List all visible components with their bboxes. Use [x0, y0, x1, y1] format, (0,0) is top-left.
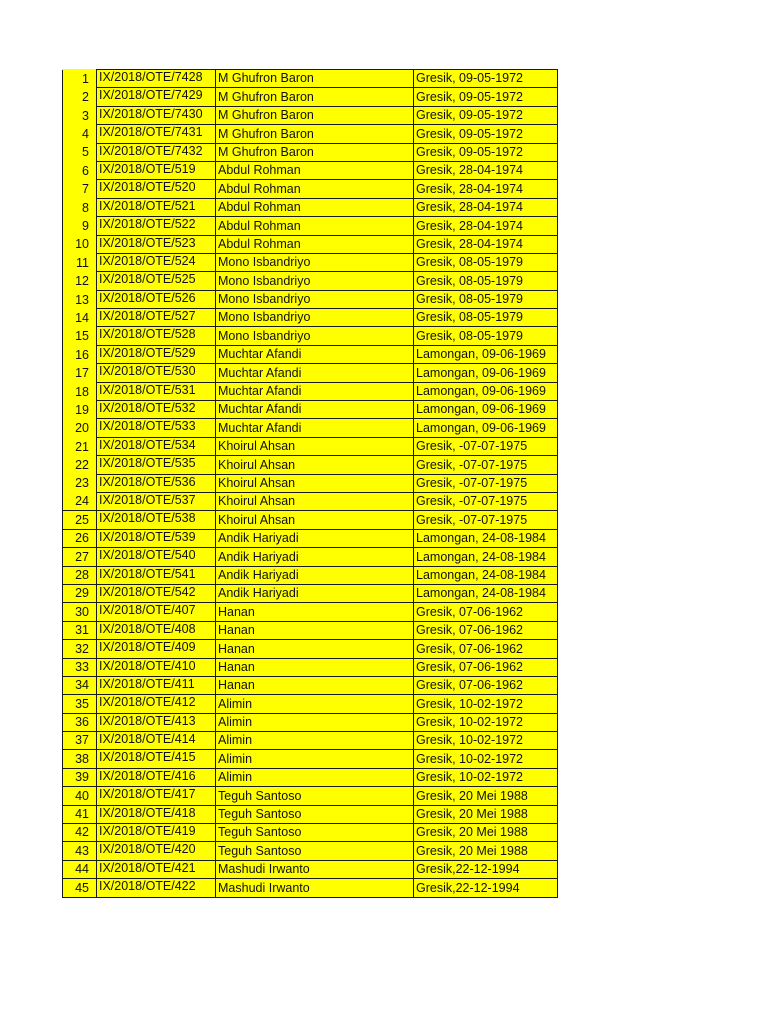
registration-code-cell[interactable]: IX/2018/OTE/536 [97, 474, 216, 492]
row-number-cell[interactable]: 35 [63, 695, 97, 713]
name-cell[interactable]: Muchtar Afandi [216, 364, 414, 382]
registration-code-cell[interactable]: IX/2018/OTE/7428 [97, 70, 216, 88]
name-cell[interactable]: Muchtar Afandi [216, 419, 414, 437]
table-row [63, 584, 558, 602]
registration-code-cell[interactable]: IX/2018/OTE/525 [97, 272, 216, 290]
name-cell[interactable]: Abdul Rohman [216, 198, 414, 216]
table-row [63, 161, 558, 179]
table-row [63, 474, 558, 492]
birth-place-date-cell[interactable]: Gresik, 09-05-1972 [414, 70, 558, 88]
birth-place-date-cell[interactable]: Lamongan, 24-08-1984 [414, 566, 558, 584]
name-cell[interactable]: Mashudi Irwanto [216, 860, 414, 878]
name-cell[interactable]: Mono Isbandriyo [216, 309, 414, 327]
birth-place-date-cell[interactable]: Gresik, 09-05-1972 [414, 143, 558, 161]
name-cell[interactable]: Muchtar Afandi [216, 345, 414, 363]
name-cell[interactable]: Hanan [216, 676, 414, 694]
registration-code-cell[interactable]: IX/2018/OTE/7432 [97, 143, 216, 161]
registration-code-cell[interactable]: IX/2018/OTE/538 [97, 511, 216, 529]
name-cell[interactable]: Alimin [216, 713, 414, 731]
name-cell[interactable]: Khoirul Ahsan [216, 456, 414, 474]
table-row [63, 805, 558, 823]
table-row [63, 860, 558, 878]
table-row [63, 309, 558, 327]
row-number-cell[interactable]: 24 [63, 492, 97, 510]
registration-code-cell[interactable]: IX/2018/OTE/520 [97, 180, 216, 198]
data-table [62, 69, 558, 898]
registration-code-cell[interactable]: IX/2018/OTE/412 [97, 695, 216, 713]
row-number-cell[interactable]: 26 [63, 529, 97, 547]
birth-place-date-cell[interactable]: Gresik, -07-07-1975 [414, 437, 558, 455]
registration-code-cell[interactable]: IX/2018/OTE/540 [97, 548, 216, 566]
birth-place-date-cell[interactable]: Gresik, 10-02-1972 [414, 750, 558, 768]
table-row [63, 732, 558, 750]
row-number-cell[interactable]: 13 [63, 290, 97, 308]
table-row [63, 272, 558, 290]
row-number-cell[interactable]: 34 [63, 676, 97, 694]
table-row [63, 787, 558, 805]
birth-place-date-cell[interactable]: Gresik, 07-06-1962 [414, 658, 558, 676]
birth-place-date-cell[interactable]: Lamongan, 24-08-1984 [414, 584, 558, 602]
row-number-cell[interactable]: 40 [63, 787, 97, 805]
birth-place-date-cell[interactable]: Gresik, 10-02-1972 [414, 768, 558, 786]
table-row [63, 529, 558, 547]
table-row [63, 125, 558, 143]
registration-code-cell[interactable]: IX/2018/OTE/417 [97, 787, 216, 805]
name-cell[interactable]: Abdul Rohman [216, 161, 414, 179]
name-cell[interactable]: M Ghufron Baron [216, 125, 414, 143]
name-cell[interactable]: Hanan [216, 640, 414, 658]
table-row [63, 290, 558, 308]
row-number-cell[interactable]: 1 [63, 70, 97, 88]
registration-code-cell[interactable]: IX/2018/OTE/533 [97, 419, 216, 437]
row-number-cell[interactable]: 5 [63, 143, 97, 161]
name-cell[interactable]: M Ghufron Baron [216, 143, 414, 161]
birth-place-date-cell[interactable]: Gresik, -07-07-1975 [414, 456, 558, 474]
birth-place-date-cell[interactable]: Gresik, 20 Mei 1988 [414, 824, 558, 842]
row-number-cell[interactable]: 7 [63, 180, 97, 198]
birth-place-date-cell[interactable]: Gresik, 08-05-1979 [414, 253, 558, 271]
birth-place-date-cell[interactable]: Lamongan, 24-08-1984 [414, 529, 558, 547]
registration-code-cell[interactable]: IX/2018/OTE/522 [97, 217, 216, 235]
row-number-cell[interactable]: 3 [63, 106, 97, 124]
table-row [63, 695, 558, 713]
registration-code-cell[interactable]: IX/2018/OTE/420 [97, 842, 216, 860]
name-cell[interactable]: Teguh Santoso [216, 787, 414, 805]
registration-code-cell[interactable]: IX/2018/OTE/7430 [97, 106, 216, 124]
registration-code-cell[interactable]: IX/2018/OTE/521 [97, 198, 216, 216]
table-row [63, 382, 558, 400]
table-row [63, 658, 558, 676]
name-cell[interactable]: Mono Isbandriyo [216, 327, 414, 345]
birth-place-date-cell[interactable]: Gresik, 28-04-1974 [414, 217, 558, 235]
birth-place-date-cell[interactable]: Lamongan, 24-08-1984 [414, 548, 558, 566]
row-number-cell[interactable]: 43 [63, 842, 97, 860]
row-number-cell[interactable]: 30 [63, 603, 97, 621]
birth-place-date-cell[interactable]: Gresik,22-12-1994 [414, 860, 558, 878]
birth-place-date-cell[interactable]: Gresik, 08-05-1979 [414, 272, 558, 290]
registration-code-cell[interactable]: IX/2018/OTE/410 [97, 658, 216, 676]
name-cell[interactable]: Khoirul Ahsan [216, 437, 414, 455]
row-number-cell[interactable]: 44 [63, 860, 97, 878]
row-number-cell[interactable]: 38 [63, 750, 97, 768]
row-number-cell[interactable]: 39 [63, 768, 97, 786]
table-row [63, 401, 558, 419]
table-row [63, 640, 558, 658]
name-cell[interactable]: Andik Hariyadi [216, 548, 414, 566]
registration-code-cell[interactable]: IX/2018/OTE/519 [97, 161, 216, 179]
row-number-cell[interactable]: 28 [63, 566, 97, 584]
table-row [63, 750, 558, 768]
birth-place-date-cell[interactable]: Gresik, 10-02-1972 [414, 695, 558, 713]
registration-code-cell[interactable]: IX/2018/OTE/537 [97, 492, 216, 510]
row-number-cell[interactable]: 10 [63, 235, 97, 253]
name-cell[interactable]: M Ghufron Baron [216, 106, 414, 124]
registration-code-cell[interactable]: IX/2018/OTE/528 [97, 327, 216, 345]
birth-place-date-cell[interactable]: Gresik, 09-05-1972 [414, 125, 558, 143]
registration-code-cell[interactable]: IX/2018/OTE/539 [97, 529, 216, 547]
birth-place-date-cell[interactable]: Gresik, 08-05-1979 [414, 290, 558, 308]
birth-place-date-cell[interactable]: Gresik, 20 Mei 1988 [414, 842, 558, 860]
name-cell[interactable]: Mono Isbandriyo [216, 253, 414, 271]
name-cell[interactable]: Muchtar Afandi [216, 382, 414, 400]
birth-place-date-cell[interactable]: Gresik, 28-04-1974 [414, 198, 558, 216]
row-number-cell[interactable]: 25 [63, 511, 97, 529]
birth-place-date-cell[interactable]: Gresik, 10-02-1972 [414, 713, 558, 731]
registration-code-cell[interactable]: IX/2018/OTE/411 [97, 676, 216, 694]
birth-place-date-cell[interactable]: Gresik, -07-07-1975 [414, 474, 558, 492]
row-number-cell[interactable]: 20 [63, 419, 97, 437]
birth-place-date-cell[interactable]: Gresik, 07-06-1962 [414, 603, 558, 621]
row-number-cell[interactable]: 12 [63, 272, 97, 290]
table-row [63, 235, 558, 253]
table-row [63, 621, 558, 639]
birth-place-date-cell[interactable]: Gresik, 28-04-1974 [414, 235, 558, 253]
registration-code-cell[interactable]: IX/2018/OTE/535 [97, 456, 216, 474]
name-cell[interactable]: Andik Hariyadi [216, 529, 414, 547]
table-body [63, 70, 558, 898]
row-number-cell[interactable]: 2 [63, 88, 97, 106]
table-row [63, 364, 558, 382]
table-row [63, 106, 558, 124]
registration-code-cell[interactable]: IX/2018/OTE/542 [97, 584, 216, 602]
row-number-cell[interactable]: 31 [63, 621, 97, 639]
row-number-cell[interactable]: 22 [63, 456, 97, 474]
registration-code-cell[interactable]: IX/2018/OTE/523 [97, 235, 216, 253]
registration-code-cell[interactable]: IX/2018/OTE/532 [97, 401, 216, 419]
table-row [63, 327, 558, 345]
table-row [63, 824, 558, 842]
name-cell[interactable]: M Ghufron Baron [216, 88, 414, 106]
registration-code-cell[interactable]: IX/2018/OTE/422 [97, 879, 216, 897]
name-cell[interactable]: Abdul Rohman [216, 217, 414, 235]
registration-code-cell[interactable]: IX/2018/OTE/524 [97, 253, 216, 271]
table-row [63, 217, 558, 235]
name-cell[interactable]: Alimin [216, 768, 414, 786]
birth-place-date-cell[interactable]: Gresik, 07-06-1962 [414, 621, 558, 639]
birth-place-date-cell[interactable]: Gresik, 09-05-1972 [414, 106, 558, 124]
birth-place-date-cell[interactable]: Lamongan, 09-06-1969 [414, 345, 558, 363]
row-number-cell[interactable]: 8 [63, 198, 97, 216]
row-number-cell[interactable]: 17 [63, 364, 97, 382]
row-number-cell[interactable]: 37 [63, 732, 97, 750]
birth-place-date-cell[interactable]: Gresik,22-12-1994 [414, 879, 558, 897]
name-cell[interactable]: Andik Hariyadi [216, 584, 414, 602]
name-cell[interactable]: Khoirul Ahsan [216, 474, 414, 492]
row-number-cell[interactable]: 19 [63, 401, 97, 419]
registration-code-cell[interactable]: IX/2018/OTE/529 [97, 345, 216, 363]
row-number-cell[interactable]: 33 [63, 658, 97, 676]
name-cell[interactable]: Alimin [216, 750, 414, 768]
table-row [63, 180, 558, 198]
row-number-cell[interactable]: 27 [63, 548, 97, 566]
registration-code-cell[interactable]: IX/2018/OTE/409 [97, 640, 216, 658]
registration-code-cell[interactable]: IX/2018/OTE/7431 [97, 125, 216, 143]
table-row [63, 419, 558, 437]
birth-place-date-cell[interactable]: Gresik, 08-05-1979 [414, 309, 558, 327]
birth-place-date-cell[interactable]: Gresik, 20 Mei 1988 [414, 805, 558, 823]
row-number-cell[interactable]: 23 [63, 474, 97, 492]
table-row [63, 198, 558, 216]
birth-place-date-cell[interactable]: Gresik, 07-06-1962 [414, 640, 558, 658]
name-cell[interactable]: Hanan [216, 658, 414, 676]
table-row [63, 603, 558, 621]
table-row [63, 437, 558, 455]
birth-place-date-cell[interactable]: Gresik, -07-07-1975 [414, 511, 558, 529]
name-cell[interactable]: Abdul Rohman [216, 180, 414, 198]
birth-place-date-cell[interactable]: Gresik, 08-05-1979 [414, 327, 558, 345]
registration-code-cell[interactable]: IX/2018/OTE/415 [97, 750, 216, 768]
birth-place-date-cell[interactable]: Gresik, 20 Mei 1988 [414, 787, 558, 805]
birth-place-date-cell[interactable]: Lamongan, 09-06-1969 [414, 401, 558, 419]
row-number-cell[interactable]: 36 [63, 713, 97, 731]
table-row [63, 566, 558, 584]
registration-code-cell[interactable]: IX/2018/OTE/407 [97, 603, 216, 621]
row-number-cell[interactable]: 6 [63, 161, 97, 179]
row-number-cell[interactable]: 15 [63, 327, 97, 345]
registration-code-cell[interactable]: IX/2018/OTE/531 [97, 382, 216, 400]
name-cell[interactable]: Alimin [216, 695, 414, 713]
table-row [63, 842, 558, 860]
birth-place-date-cell[interactable]: Gresik, 28-04-1974 [414, 161, 558, 179]
name-cell[interactable]: Mono Isbandriyo [216, 272, 414, 290]
registration-code-cell[interactable]: IX/2018/OTE/7429 [97, 88, 216, 106]
row-number-cell[interactable]: 4 [63, 125, 97, 143]
row-number-cell[interactable]: 21 [63, 437, 97, 455]
registration-code-cell[interactable]: IX/2018/OTE/421 [97, 860, 216, 878]
row-number-cell[interactable]: 32 [63, 640, 97, 658]
name-cell[interactable]: Muchtar Afandi [216, 401, 414, 419]
row-number-cell[interactable]: 16 [63, 345, 97, 363]
registration-code-cell[interactable]: IX/2018/OTE/414 [97, 732, 216, 750]
name-cell[interactable]: Teguh Santoso [216, 805, 414, 823]
table-row [63, 676, 558, 694]
birth-place-date-cell[interactable]: Lamongan, 09-06-1969 [414, 419, 558, 437]
birth-place-date-cell[interactable]: Gresik, 28-04-1974 [414, 180, 558, 198]
birth-place-date-cell[interactable]: Gresik, -07-07-1975 [414, 492, 558, 510]
registration-code-cell[interactable]: IX/2018/OTE/541 [97, 566, 216, 584]
birth-place-date-cell[interactable]: Gresik, 10-02-1972 [414, 732, 558, 750]
row-number-cell[interactable]: 45 [63, 879, 97, 897]
registration-code-cell[interactable]: IX/2018/OTE/530 [97, 364, 216, 382]
name-cell[interactable]: Hanan [216, 621, 414, 639]
name-cell[interactable]: Abdul Rohman [216, 235, 414, 253]
name-cell[interactable]: Teguh Santoso [216, 824, 414, 842]
name-cell[interactable]: Mono Isbandriyo [216, 290, 414, 308]
table-row [63, 143, 558, 161]
name-cell[interactable]: Mashudi Irwanto [216, 879, 414, 897]
row-number-cell[interactable]: 29 [63, 584, 97, 602]
name-cell[interactable]: Khoirul Ahsan [216, 492, 414, 510]
row-number-cell[interactable]: 9 [63, 217, 97, 235]
name-cell[interactable]: Teguh Santoso [216, 842, 414, 860]
table-row [63, 345, 558, 363]
table-row [63, 88, 558, 106]
name-cell[interactable]: Hanan [216, 603, 414, 621]
birth-place-date-cell[interactable]: Lamongan, 09-06-1969 [414, 382, 558, 400]
birth-place-date-cell[interactable]: Gresik, 09-05-1972 [414, 88, 558, 106]
table-row [63, 70, 558, 88]
table-row [63, 456, 558, 474]
table-row [63, 511, 558, 529]
table-row [63, 548, 558, 566]
name-cell[interactable]: Andik Hariyadi [216, 566, 414, 584]
name-cell[interactable]: M Ghufron Baron [216, 70, 414, 88]
birth-place-date-cell[interactable]: Lamongan, 09-06-1969 [414, 364, 558, 382]
birth-place-date-cell[interactable]: Gresik, 07-06-1962 [414, 676, 558, 694]
table-row [63, 253, 558, 271]
table-row [63, 492, 558, 510]
registration-code-cell[interactable]: IX/2018/OTE/413 [97, 713, 216, 731]
registration-code-cell[interactable]: IX/2018/OTE/527 [97, 309, 216, 327]
registration-code-cell[interactable]: IX/2018/OTE/418 [97, 805, 216, 823]
registration-code-cell[interactable]: IX/2018/OTE/526 [97, 290, 216, 308]
name-cell[interactable]: Khoirul Ahsan [216, 511, 414, 529]
registration-code-cell[interactable]: IX/2018/OTE/416 [97, 768, 216, 786]
table-row [63, 768, 558, 786]
row-number-cell[interactable]: 41 [63, 805, 97, 823]
registration-code-cell[interactable]: IX/2018/OTE/419 [97, 824, 216, 842]
row-number-cell[interactable]: 11 [63, 253, 97, 271]
registration-code-cell[interactable]: IX/2018/OTE/408 [97, 621, 216, 639]
name-cell[interactable]: Alimin [216, 732, 414, 750]
row-number-cell[interactable]: 18 [63, 382, 97, 400]
registration-code-cell[interactable]: IX/2018/OTE/534 [97, 437, 216, 455]
table-row [63, 713, 558, 731]
row-number-cell[interactable]: 42 [63, 824, 97, 842]
row-number-cell[interactable]: 14 [63, 309, 97, 327]
table-row [63, 879, 558, 897]
